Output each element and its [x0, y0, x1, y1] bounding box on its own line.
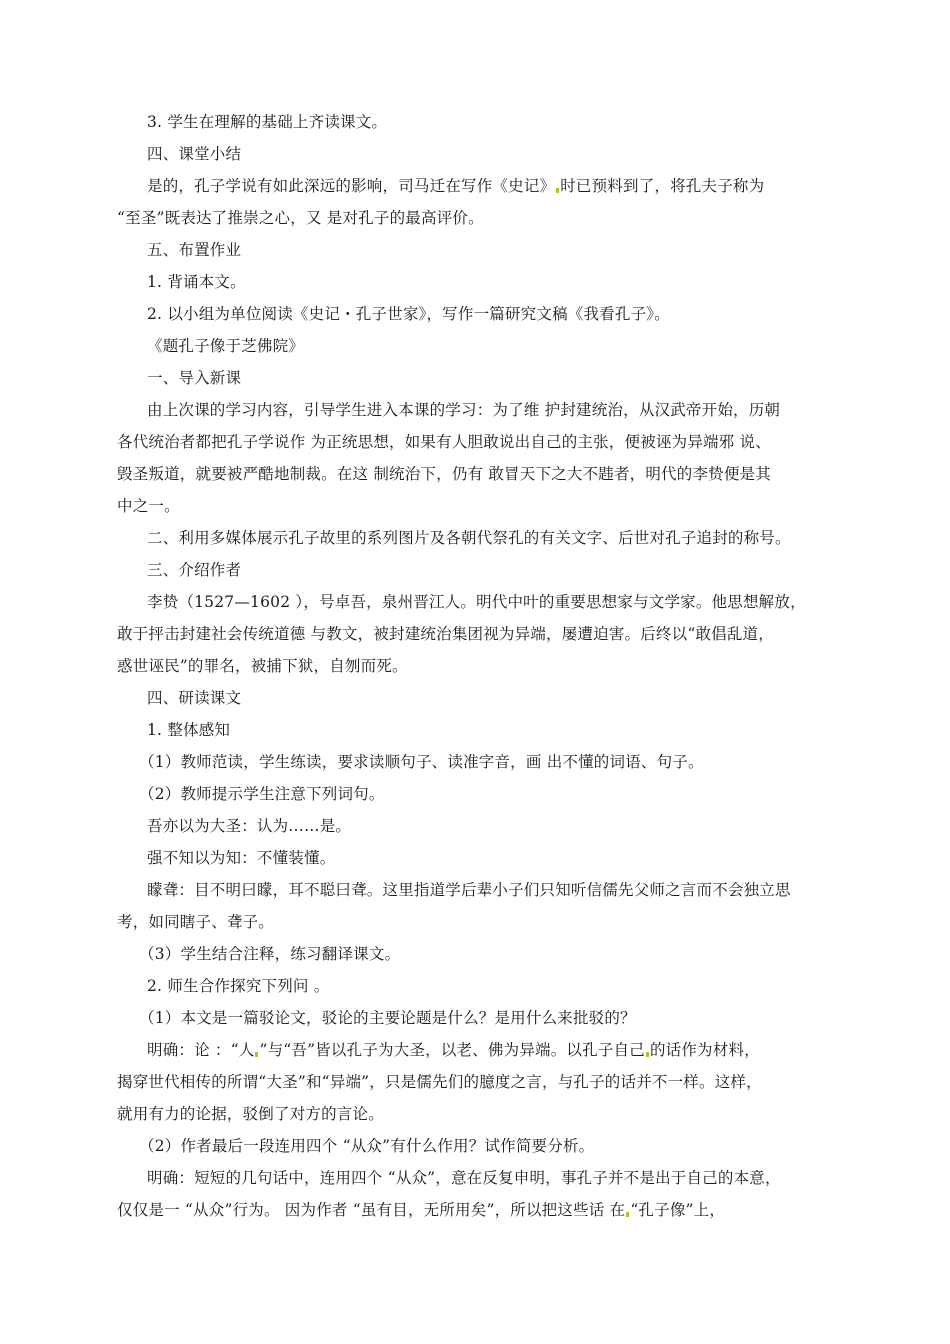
paragraph-line: 由上次课的学习内容，引导学生进入本课的学习：为了维 护封建统治，从汉武帝开始，历朝 [147, 401, 781, 419]
paragraph-line: 各代统治者都把孔子学说作 为正统思想，如果有人胆敢说出自己的主张，便被诬为异端邪 说、 [117, 433, 771, 451]
section-heading: 一、导入新课 [147, 369, 242, 387]
section-heading: 五、布置作业 [147, 241, 242, 259]
paragraph-line: 3. 学生在理解的基础上齐读课文。 [147, 113, 388, 131]
paragraph-line: （1）教师范读，学生练读，要求读顺句子、读准字音，画 出不懂的词语、句子。 [139, 753, 704, 771]
paragraph-line: （2）教师提示学生注意下列词句。 [139, 785, 385, 803]
highlight-mark [556, 188, 559, 193]
paragraph-line: 吾亦以为大圣：认为……是。 [147, 817, 352, 835]
section-heading: 三、介绍作者 [147, 561, 242, 579]
paragraph-line: 矇聋：目不明曰矇，耳不聪曰聋。这里指道学后辈小子们只知听信儒先父师之言而不会独立思 [147, 881, 791, 899]
paragraph-line: 强不知以为知：不懂装懂。 [147, 849, 336, 867]
paragraph-line: 就用有力的论据，驳倒了对方的言论。 [117, 1105, 384, 1123]
paragraph-line: 1. 背诵本文。 [147, 273, 246, 291]
paragraph-line: 1. 整体感知 [147, 721, 231, 739]
section-heading: 二、利用多媒体展示孔子故里的系列图片及各朝代祭孔的有关文字、后世对孔子追封的称号。 [147, 529, 791, 547]
paragraph-line: 毁圣叛道，就要被严酷地制裁。在这 制统治下，仍有 敢冒天下之大不韪者，明代的李贽便是其 [117, 465, 771, 483]
paragraph-line: 中之一。 [117, 497, 180, 515]
paragraph-line: 仅仅是一 “从众”行为。 因为作者 “虽有目，无所用矣”，所以把这些话 在 “孔子像”上， [117, 1201, 726, 1219]
paragraph-line: （3）学生结合注释，练习翻译课文。 [139, 945, 401, 963]
paragraph-line: 明确：论 ：“人 ”与“吾”皆以孔子为大圣，以老、佛为异端。以孔子自己 的话作为材料， [147, 1041, 760, 1059]
paragraph-line: （2）作者最后一段连用四个 “从众”有什么作用？试作简要分析。 [139, 1137, 595, 1155]
paragraph-line: （1）本文是一篇驳论文，驳论的主要论题是什么？是用什么来批驳的？ [139, 1009, 636, 1027]
highlight-mark [646, 1052, 649, 1057]
highlight-mark [255, 1052, 258, 1057]
paragraph-line: 是的，孔子学说有如此深远的影响，司马迁在写作《史记》 时已预料到了，将孔夫子称为 [147, 177, 765, 195]
paragraph-line: 考，如同瞎子、聋子。 [117, 913, 275, 931]
paragraph-line: 明确：短短的几句话中，连用四个 “从众”，意在反复申明，事孔子并不是出于自己的本意， [147, 1169, 781, 1187]
paragraph-line: 李贽（1527—1602 ），号卓吾，泉州晋江人。明代中叶的重要思想家与文学家。他思想解放， [147, 593, 806, 611]
section-heading: 四、课堂小结 [147, 145, 242, 163]
paragraph-line: 2. 师生合作探究下列问 。 [147, 977, 330, 995]
paragraph-line: 2. 以小组为单位阅读《史记・孔子世家》，写作一篇研究文稿《我看孔子》。 [147, 305, 670, 323]
paragraph-line: “至圣”既表达了推崇之心，又 是对孔子的最高评价。 [117, 209, 484, 227]
lesson-title: 《题孔子像于芝佛院》 [147, 337, 305, 355]
paragraph-line: 惑世诬民”的罪名，被捕下狱，自刎而死。 [117, 657, 408, 675]
document-body [117, 106, 833, 1226]
paragraph-line: 敢于抨击封建社会传统道德 与教文，被封建统治集团视为异端，屡遭迫害。后终以“敢倡乱道， [117, 625, 774, 643]
paragraph-line: 揭穿世代相传的所谓“大圣”和“异端”，只是儒先们的臆度之言，与孔子的话并不一样。这样， [117, 1073, 762, 1091]
section-heading: 四、研读课文 [147, 689, 242, 707]
highlight-mark [626, 1212, 629, 1217]
